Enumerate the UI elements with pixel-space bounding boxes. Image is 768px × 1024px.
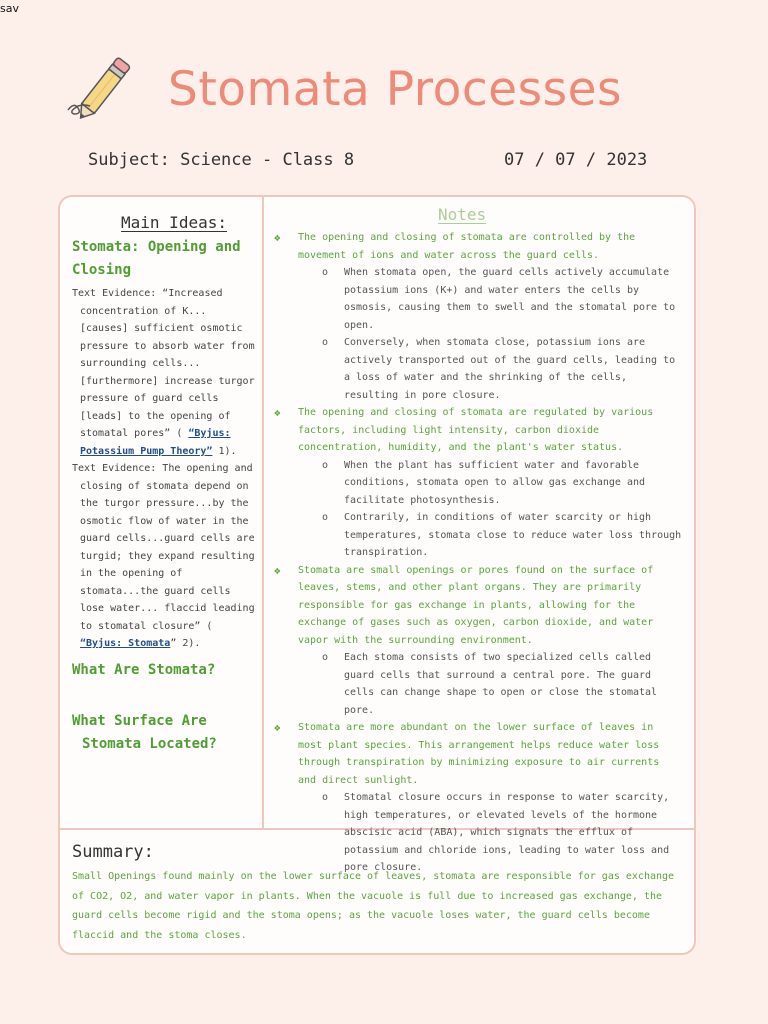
note-sub-item (274, 649, 682, 719)
main-idea-heading-what-are-stomata: What Are Stomata? (72, 661, 216, 678)
circle-bullet-icon: o (322, 337, 329, 348)
text-evidence-2 (72, 460, 258, 653)
byjus-potassium-link[interactable]: “Byjus: Potassium Pump Theory” (80, 428, 231, 457)
note-sub-text: When stomata open, the guard cells actively accumulate potassium ions (K+) and water enters the cells by osmosis, causing them to swell and the stomatal pore to open. (344, 267, 676, 331)
note-sub-item (274, 457, 682, 510)
diamond-bullet-icon: ❖ (274, 563, 281, 577)
note-sub-text: Stomatal closure occurs in response to water scarcity, high temperatures, or elevated levels of the hormone abscisic acid (ABA), which signals the efflux of potassium and chloride ions, leading to water loss and pore closure. (344, 792, 670, 873)
circle-bullet-icon: o (322, 792, 329, 803)
diamond-bullet-icon: ❖ (274, 406, 281, 419)
corner-label: sav (0, 2, 19, 15)
evidence-text: Text Evidence: “Increased concentration of K... [causes] sufficient osmotic pressure to absorb water from surrounding cells...[furthermore] increase turgor pressure of guard cells [leads] to the opening of stomatal pores” ( (72, 288, 255, 439)
note-sub-item (274, 264, 682, 334)
note-bullet (274, 562, 682, 650)
main-ideas-column (72, 213, 258, 756)
note-sub-text: Contrarily, in conditions of water scarcity or high temperatures, stomata close to reduce water loss through transpiration. (344, 512, 682, 558)
notes-column (274, 229, 682, 877)
note-sub-text: Each stoma consists of two specialized cells called guard cells that surround a central pore. The guard cells can change shape to open or close the stomatal pore. (344, 652, 658, 716)
heading-line: Stomata Located? (82, 735, 217, 752)
main-idea-heading-surface (72, 710, 258, 756)
circle-bullet-icon: o (322, 267, 329, 278)
notes-card (58, 195, 696, 955)
heading-line: Stomata: Opening and (72, 239, 241, 255)
note-bullet (274, 719, 682, 789)
date-line: 07 / 07 / 2023 (504, 150, 648, 170)
evidence-text: Text Evidence: The opening and closing of stomata depend on the turgor pressure...by the osmotic flow of water in the guard cells...guard cells are turgid; they expand resulting in the opening of stomata...the guard cells lose water... flaccid leading to stomatal closure” ( (72, 463, 255, 632)
circle-bullet-icon: o (322, 459, 329, 471)
main-ideas-heading: Main Ideas: (121, 213, 227, 232)
column-divider (262, 197, 264, 829)
evidence-citation-end: ” 2). (170, 638, 201, 649)
note-sub-text: When the plant has sufficient water and favorable conditions, stomata open to allow gas exchange and facilitate photosynthesis. (344, 459, 646, 506)
notes-heading: Notes (438, 205, 487, 224)
diamond-bullet-icon: ❖ (274, 231, 281, 244)
note-bullet (274, 404, 682, 457)
summary-text: Small Openings found mainly on the lower surface of leaves, stomata are responsible for gas exchange of CO2, O2, and water vapor in plants. When the vacuole is full due to increased gas exchange, the guard cells become rigid and the stoma opens; as the vacuole loses water, the guard cells become flaccid and the stoma closes. (72, 871, 675, 941)
summary-heading: Summary: (72, 842, 154, 862)
text-evidence-1 (72, 285, 258, 460)
circle-bullet-icon: o (322, 512, 329, 523)
subject-line: Subject: Science - Class 8 (88, 150, 355, 170)
main-idea-heading-opening-closing (72, 236, 258, 282)
diamond-bullet-icon: ❖ (274, 721, 281, 734)
note-text: Stomata are small openings or pores found on the surface of leaves, stems, and other plant organs. They are primarily responsible for gas exchange in plants, allowing for the exchange of gases such as oxygen, carbon dioxide, and water vapor with the surrounding environment. (298, 564, 654, 646)
note-sub-text: Conversely, when stomata close, potassium ions are actively transported out of the guard cells, leading to a loss of water and the shrinking of the cells, resulting in pore closure. (344, 337, 676, 401)
note-text: The opening and closing of stomata are controlled by the movement of ions and water across the guard cells. (298, 232, 636, 261)
circle-bullet-icon: o (322, 652, 329, 663)
evidence-citation-end: 1). (212, 445, 237, 457)
note-bullet (274, 229, 682, 264)
heading-line: What Surface Are (72, 712, 207, 729)
note-text: The opening and closing of stomata are regulated by various factors, including light intensity, carbon dioxide concentration, humidity, and the plant's water status. (298, 407, 654, 453)
note-sub-item (274, 334, 682, 404)
byjus-stomata-link[interactable]: “Byjus: Stomata (80, 638, 171, 649)
note-sub-item (274, 509, 682, 562)
heading-line: Closing (72, 262, 132, 278)
pencil-icon (64, 56, 138, 120)
note-text: Stomata are more abundant on the lower surface of leaves in most plant species. This arrangement helps reduce water loss through transpiration by minimizing exposure to air currents and direct sunlight. (298, 722, 660, 786)
page-title: Stomata Processes (168, 62, 622, 117)
note-sub-item (274, 789, 682, 877)
